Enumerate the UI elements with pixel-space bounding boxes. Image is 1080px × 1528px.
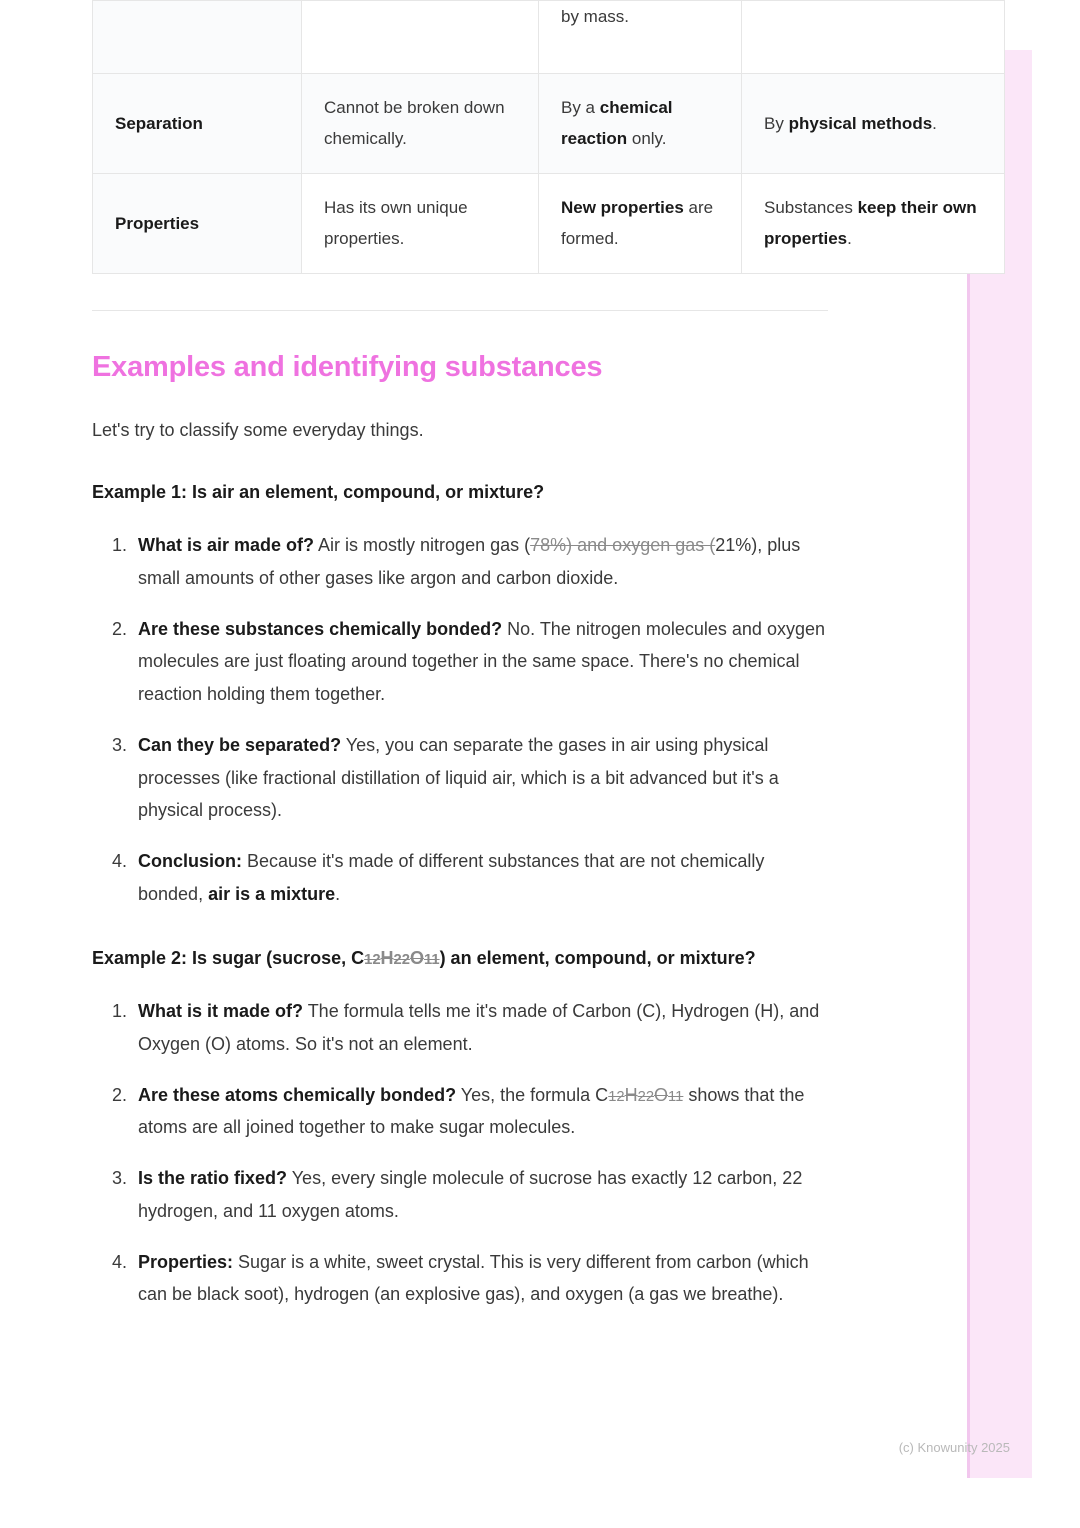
- step-text: 21%), plus small amounts of other gases like argon and carbon dioxide.: [138, 535, 801, 588]
- table-cell: [539, 74, 742, 174]
- formula-subscript: 12: [364, 951, 381, 968]
- text: ) an element, compound, or mixture?: [439, 947, 756, 968]
- table-cell-label: [93, 1, 302, 74]
- formula-subscript: 12: [608, 1088, 625, 1105]
- step-label: Are these atoms chemically bonded?: [138, 1084, 457, 1105]
- example-2-steps: [92, 995, 828, 1311]
- example-1-heading: Example 1: Is air an element, compound, or mixture?: [92, 481, 545, 502]
- text: .: [932, 113, 937, 133]
- formula-subscript: 22: [637, 1088, 655, 1105]
- step-text-struck: 78%) and oxygen gas (: [530, 535, 716, 556]
- table-row: [93, 74, 1005, 174]
- text: only.: [627, 129, 667, 149]
- list-item: [132, 995, 828, 1061]
- formula-letter: O: [409, 947, 424, 968]
- formula-subscript: 22: [393, 951, 410, 968]
- text: By: [764, 113, 789, 133]
- section-intro-text: Let's try to classify some everyday things.: [92, 419, 424, 440]
- step-label: What is it made of?: [138, 1001, 304, 1022]
- table-cell-label: Separation: [93, 74, 302, 174]
- step-label: What is air made of?: [138, 535, 315, 556]
- formula-letter: H: [380, 947, 394, 968]
- step-label: Conclusion:: [138, 851, 242, 872]
- table-cell-label: Properties: [93, 173, 302, 273]
- table-cell: by mass.: [539, 1, 742, 74]
- table-cell: [742, 74, 1005, 174]
- table-cell: Cannot be broken down chemically.: [302, 74, 539, 174]
- list-item: [132, 613, 828, 711]
- section-divider: [92, 310, 828, 311]
- text-bold: keep their own properties: [764, 197, 977, 249]
- step-text: Air is mostly nitrogen gas (: [314, 535, 531, 556]
- step-text: Yes, the formula C: [456, 1084, 609, 1105]
- list-item: [132, 1079, 828, 1145]
- list-item: [132, 729, 828, 827]
- step-text: Yes, you can separate the gases in air using physical processes (like fractional distillation of liquid air, which is a bit advanced but it's a physical process).: [138, 734, 779, 821]
- document-body: [92, 0, 977, 1311]
- table-cell: [302, 1, 539, 74]
- step-label: Is the ratio fixed?: [138, 1168, 288, 1189]
- step-text: .: [335, 883, 341, 904]
- text: .: [847, 229, 852, 249]
- text-bold: New properties: [561, 197, 684, 217]
- step-text-bold: air is a mixture: [208, 883, 336, 904]
- formula-subscript: 11: [668, 1088, 684, 1105]
- text: By a: [561, 98, 600, 117]
- formula-letter: O: [654, 1084, 669, 1105]
- example-1-steps: [92, 529, 828, 911]
- section-heading: Examples and identifying substances: [92, 350, 603, 383]
- copyright-credit: (c) Knowunity 2025: [898, 1440, 1010, 1455]
- step-text: No. The nitrogen molecules and oxygen molecules are just floating around together in the same space. There's no chemical reaction holding them together.: [138, 618, 825, 705]
- table-row: [93, 1, 1005, 74]
- formula-letter: H: [624, 1084, 638, 1105]
- list-item: [132, 529, 828, 595]
- step-label: Are these substances chemically bonded?: [138, 618, 503, 639]
- formula-subscript: 11: [423, 951, 440, 968]
- comparison-table: [92, 0, 1005, 274]
- text: Example 2: Is sugar (sucrose, C: [92, 947, 365, 968]
- text: Substances: [764, 197, 858, 217]
- step-text: The formula tells me it's made of Carbon (C), Hydrogen (H), and Oxygen (O) atoms. So it's not an element.: [138, 1001, 820, 1054]
- text: are formed.: [561, 197, 714, 249]
- text-bold: physical methods: [788, 113, 933, 133]
- step-label: Properties:: [138, 1251, 234, 1272]
- step-text: Yes, every single molecule of sucrose has exactly 12 carbon, 22 hydrogen, and 11 oxygen atoms.: [138, 1168, 803, 1221]
- table-cell: [742, 173, 1005, 273]
- list-item: [132, 1246, 828, 1312]
- step-text: Sugar is a white, sweet crystal. This is very different from carbon (which can be black soot), hydrogen (an explosive gas), and oxygen (a gas we breathe).: [138, 1251, 809, 1305]
- table-cell: [539, 173, 742, 273]
- list-item: [132, 845, 828, 911]
- text-bold: chemical reaction: [561, 98, 673, 149]
- example-2-heading: [92, 943, 828, 974]
- table-cell: Has its own unique properties.: [302, 173, 539, 273]
- step-text: Because it's made of different substances that are not chemically bonded,: [138, 851, 765, 904]
- step-text: shows that the atoms are all joined together to make sugar molecules.: [138, 1084, 805, 1138]
- step-label: Can they be separated?: [138, 734, 342, 755]
- table-row: [93, 173, 1005, 273]
- list-item: [132, 1162, 828, 1228]
- table-cell: [742, 1, 1005, 74]
